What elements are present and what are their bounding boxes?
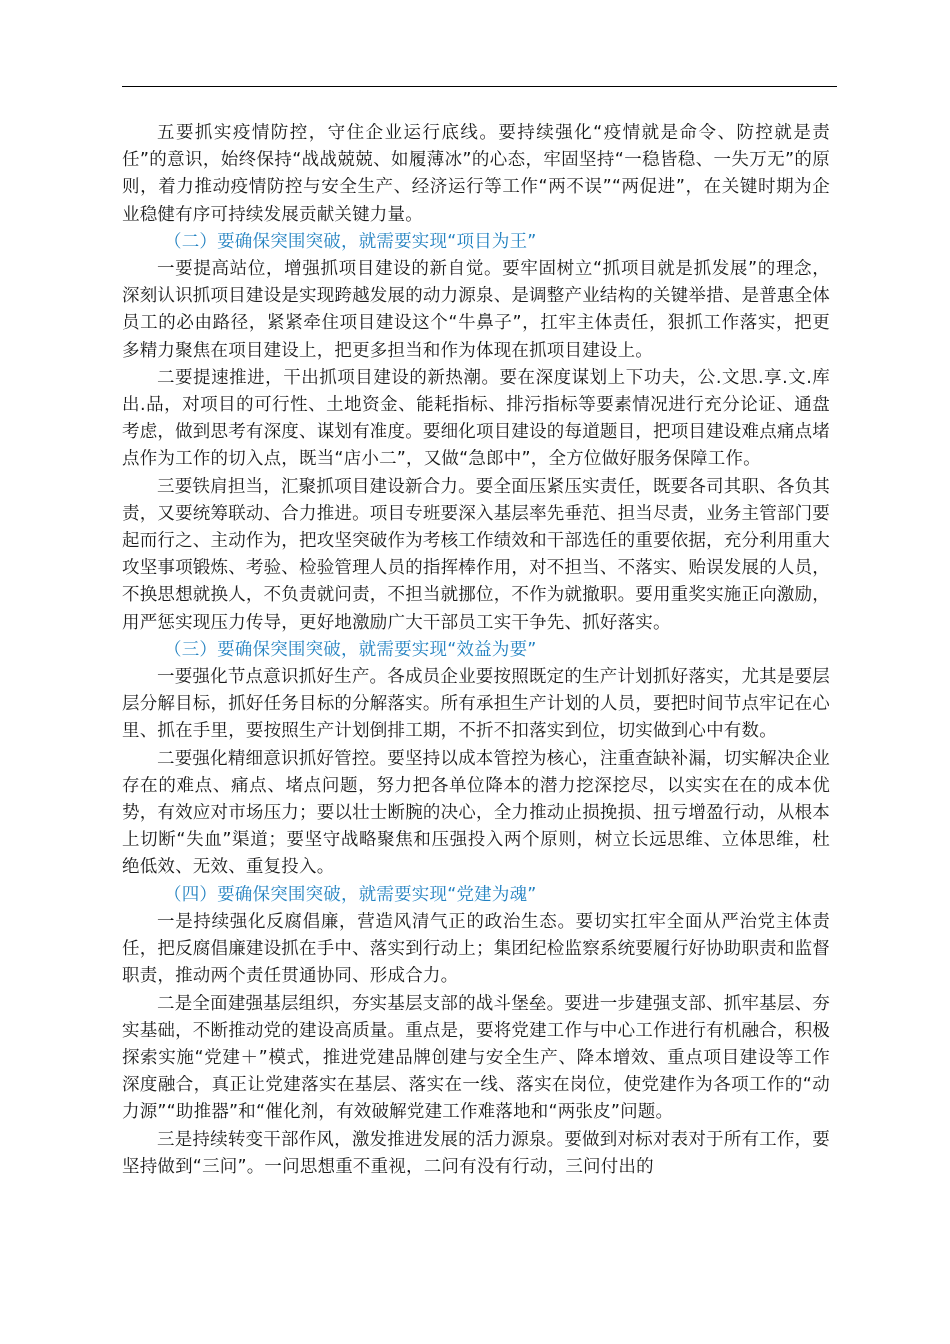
paragraph-grassroots-organization: 二是全面建强基层组织，夯实基层支部的战斗堡垒。要进一步建强支部、抓牢基层、夯实基础，不断推动党的建设高质量。重点是，要将党建工作与中心工作进行有机融合，积极探索实施“党建＋”模式，推进党建品牌创建与安全生产、降本增效、重点项目建设等工作深度融合，真正让党建落实在基层、落实在一线、落实在岗位，使党建作为各项工作的“动力源”“助推器”和“催化剂，有效破解党建工作难落地和“两张皮”问题。: [122, 993, 830, 1123]
paragraph-project-responsibility: 三要铁肩担当，汇聚抓项目建设新合力。要全面压紧压实责任，既要各司其职、各负其责，又要统筹联动、合力推进。项目专班要深入基层率先垂范、担当尽责，业务主管部门要起而行之、主动作为，把攻坚突破作为考核工作绩效和干部选任的重要依据，充分利用重大攻坚事项锻炼、考验、检验管理人员的指挥棒作用，对不担当、不落实、贻误发展的人员，不换思想就换人，不负责就问责，不担当就挪位，不作为就撤职。要用重奖实施正向激励，用严惩实现压力传导，更好地激励广大干部员工实干争先、抓好落实。: [122, 476, 830, 633]
paragraph-cadre-style: 三是持续转变干部作风，激发推进发展的活力源泉。要做到对标对表对于所有工作，要坚持做到“三问”。一问思想重不重视，二问有没有行动，三问付出的: [122, 1129, 830, 1177]
section-heading-projects: （二）要确保突围突破，就需要实现“项目为王”: [164, 231, 537, 252]
document-body: [122, 120, 830, 1181]
paragraph-epidemic-control: 五要抓实疫情防控，守住企业运行底线。要持续强化“疫情就是命令、防控就是责任”的意识，始终保持“战战兢兢、如履薄冰”的心态，牢固坚持“一稳皆稳、一失万无”的原则，着力推动疫情防控与安全生产、经济运行等工作“两不误”“两促进”，在关键时期为企业稳健有序可持续发展贡献关键力量。: [122, 123, 830, 225]
paragraph-project-position: 一要提高站位，增强抓项目建设的新自觉。要牢固树立“抓项目就是抓发展”的理念，深刻认识抓项目建设是实现跨越发展的动力源泉、是调整产业结构的关键举措、是普惠全体员工的必由路径，紧紧牵住项目建设这个“牛鼻子”，扛牢主体责任，狠抓工作落实，把更多精力聚焦在项目建设上，把更多担当和作为体现在抓项目建设上。: [122, 259, 830, 361]
paragraph-project-speed: 二要提速推进，干出抓项目建设的新热潮。要在深度谋划上下功夫，公.文思.享.文.库出.品，对项目的可行性、土地资金、能耗指标、排污指标等要素情况进行充分论证、通盘考虑，做到思考有深度、谋划有准度。要细化项目建设的每道题目，把项目建设难点痛点堵点作为工作的切入点，既当“店小二”，又做“急郎中”，全方位做好服务保障工作。: [122, 367, 830, 470]
paragraph-production-nodes: 一要强化节点意识抓好生产。各成员企业要按照既定的生产计划抓好落实，尤其是要层层分解目标，抓好任务目标的分解落实。所有承担生产计划的人员，要把时间节点牢记在心里、抓在手里，要按照生产计划倒排工期，不折不扣落实到位，切实做到心中有数。: [122, 667, 830, 742]
section-heading-party-building: （四）要确保突围突破，就需要实现“党建为魂”: [164, 884, 537, 905]
section-heading-efficiency: （三）要确保突围突破，就需要实现“效益为要”: [164, 639, 537, 660]
paragraph-anti-corruption: 一是持续强化反腐倡廉，营造风清气正的政治生态。要切实扛牢全面从严治党主体责任，把反腐倡廉建设抓在手中、落实到行动上；集团纪检监察系统要履行好协助职责和监督职责，推动两个责任贯通协同、形成合力。: [122, 911, 830, 987]
paragraph-cost-control: 二要强化精细意识抓好管控。要坚持以成本管控为核心，注重查缺补漏，切实解决企业存在的难点、痛点、堵点问题，努力把各单位降本的潜力挖深挖尽，以实实在在的成本优势，有效应对市场压力；要以壮士断腕的决心，全力推动止损挽损、扭亏增盈行动，从根本上切断“失血”渠道；要坚守战略聚焦和压强投入两个原则，树立长远思维、立体思维，杜绝低效、无效、重复投入。: [122, 748, 830, 878]
header-rule: [122, 86, 837, 87]
